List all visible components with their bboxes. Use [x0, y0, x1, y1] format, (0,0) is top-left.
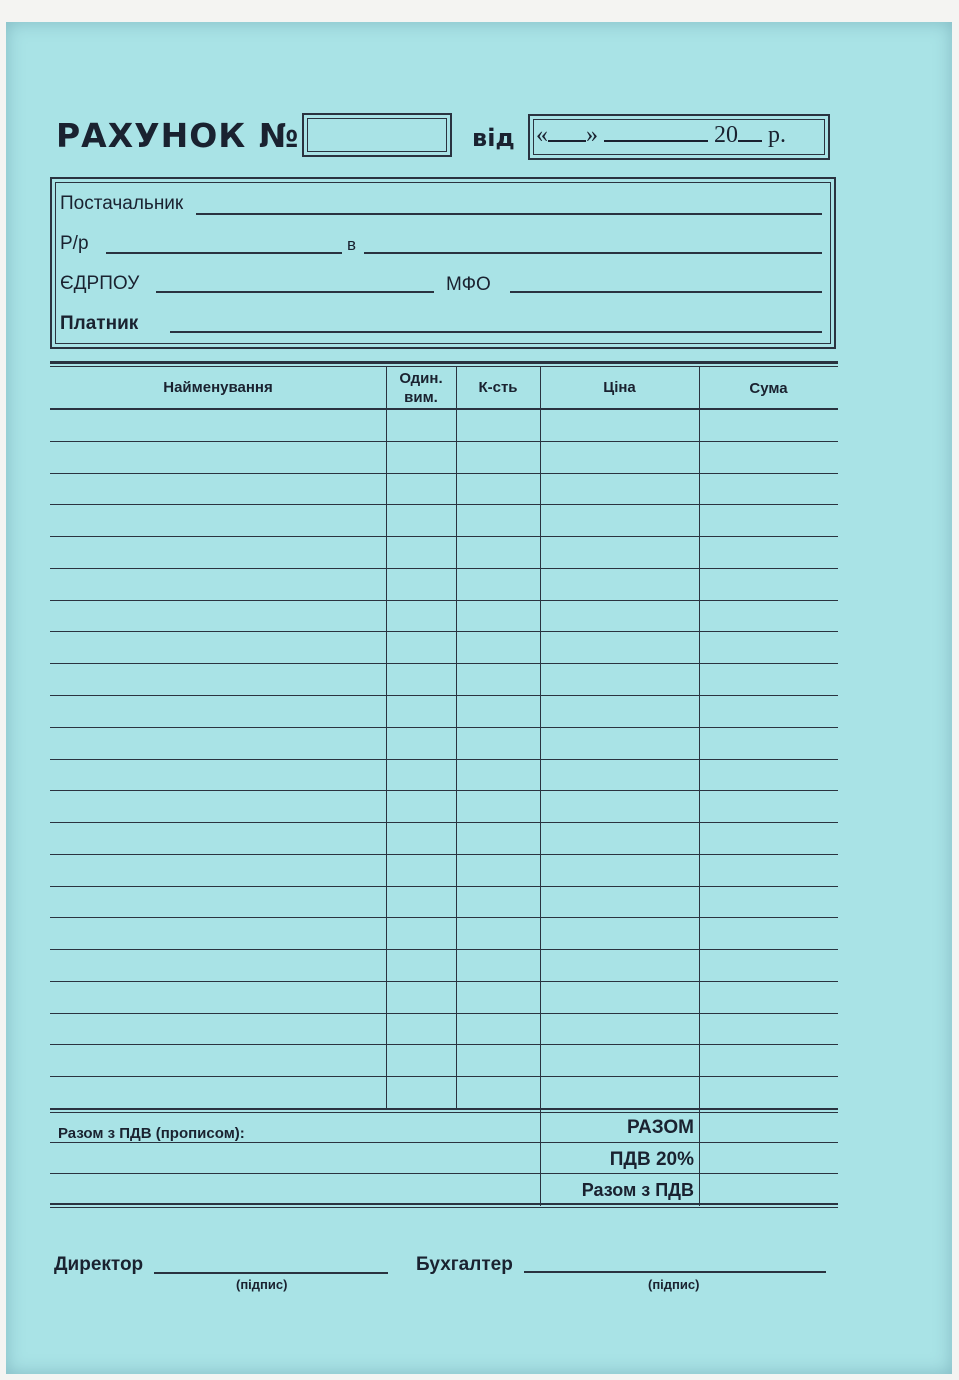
edrpou-label: ЄДРПОУ [60, 273, 140, 294]
table-row-line[interactable] [50, 1076, 838, 1077]
date-open-quote: « [536, 122, 548, 148]
total-in-words-line-2[interactable] [50, 1173, 838, 1174]
table-row-line[interactable] [50, 695, 838, 696]
date-close-quote: » [586, 122, 598, 148]
table-row-line[interactable] [50, 1044, 838, 1045]
payer-field[interactable] [170, 331, 822, 333]
table-row-line[interactable] [50, 949, 838, 950]
mfo-field[interactable] [510, 291, 822, 293]
col-divider-price [540, 366, 541, 1206]
column-header-price: Ціна [603, 379, 636, 396]
table-row-line[interactable] [50, 568, 838, 569]
table-row-line[interactable] [50, 790, 838, 791]
bank-label: в [347, 235, 357, 254]
total-label: РАЗОМ [627, 1117, 694, 1138]
col-divider-qty [456, 366, 457, 1108]
table-row-line[interactable] [50, 886, 838, 887]
totals-top-border [50, 1108, 838, 1110]
table-top-border-inner [50, 366, 838, 367]
mfo-label: МФО [446, 274, 491, 295]
table-row-line[interactable] [50, 822, 838, 823]
bank-field[interactable] [364, 252, 822, 254]
table-row-line[interactable] [50, 441, 838, 442]
totals-top-border-inner [50, 1112, 838, 1113]
account-label: Р/р [60, 233, 89, 254]
table-row-line[interactable] [50, 663, 838, 664]
table-row-line[interactable] [50, 631, 838, 632]
table-top-border [50, 361, 838, 364]
table-row-line[interactable] [50, 917, 838, 918]
vat-label: ПДВ 20% [609, 1149, 694, 1170]
table-row-line[interactable] [50, 473, 838, 474]
invoice-number-field[interactable] [302, 113, 452, 157]
column-header-sum: Сума [749, 380, 788, 397]
table-row-line[interactable] [50, 759, 838, 760]
total-in-words-line-1[interactable] [50, 1142, 838, 1143]
date-from-label: від [472, 124, 515, 152]
table-row-line[interactable] [50, 981, 838, 982]
total-in-words-label: Разом з ПДВ (прописом): [58, 1125, 245, 1142]
date-template [536, 120, 826, 149]
table-row-line[interactable] [50, 600, 838, 601]
total-with-vat-label: Разом з ПДВ [581, 1180, 694, 1200]
table-row-line[interactable] [50, 536, 838, 537]
totals-bottom-border [50, 1203, 838, 1205]
table-row-line[interactable] [50, 727, 838, 728]
col-divider-unit [386, 366, 387, 1108]
column-header-name: Найменування [163, 379, 273, 396]
accountant-signature-field[interactable] [524, 1271, 826, 1273]
payer-label: Платник [60, 313, 139, 334]
column-header-unit: Один. вим. [399, 370, 443, 406]
document-title: РАХУНОК № [56, 116, 300, 155]
table-header-bottom [50, 408, 838, 410]
director-signature-hint: (підпис) [236, 1277, 288, 1292]
table-row-line[interactable] [50, 854, 838, 855]
table-row-line[interactable] [50, 504, 838, 505]
accountant-signature-hint: (підпис) [648, 1277, 700, 1292]
col-divider-sum [699, 366, 700, 1206]
accountant-label: Бухгалтер [416, 1254, 513, 1275]
account-field[interactable] [106, 252, 342, 254]
table-row-line[interactable] [50, 1013, 838, 1014]
supplier-label: Постачальник [60, 193, 184, 214]
totals-bottom-border-inner [50, 1207, 838, 1208]
date-year-suffix: р. [768, 122, 786, 148]
edrpou-field[interactable] [156, 291, 434, 293]
director-label: Директор [54, 1254, 144, 1275]
column-header-qty: К-сть [478, 379, 518, 396]
date-year-prefix: 20 [714, 122, 738, 148]
director-signature-field[interactable] [154, 1272, 388, 1274]
supplier-field[interactable] [196, 213, 822, 215]
